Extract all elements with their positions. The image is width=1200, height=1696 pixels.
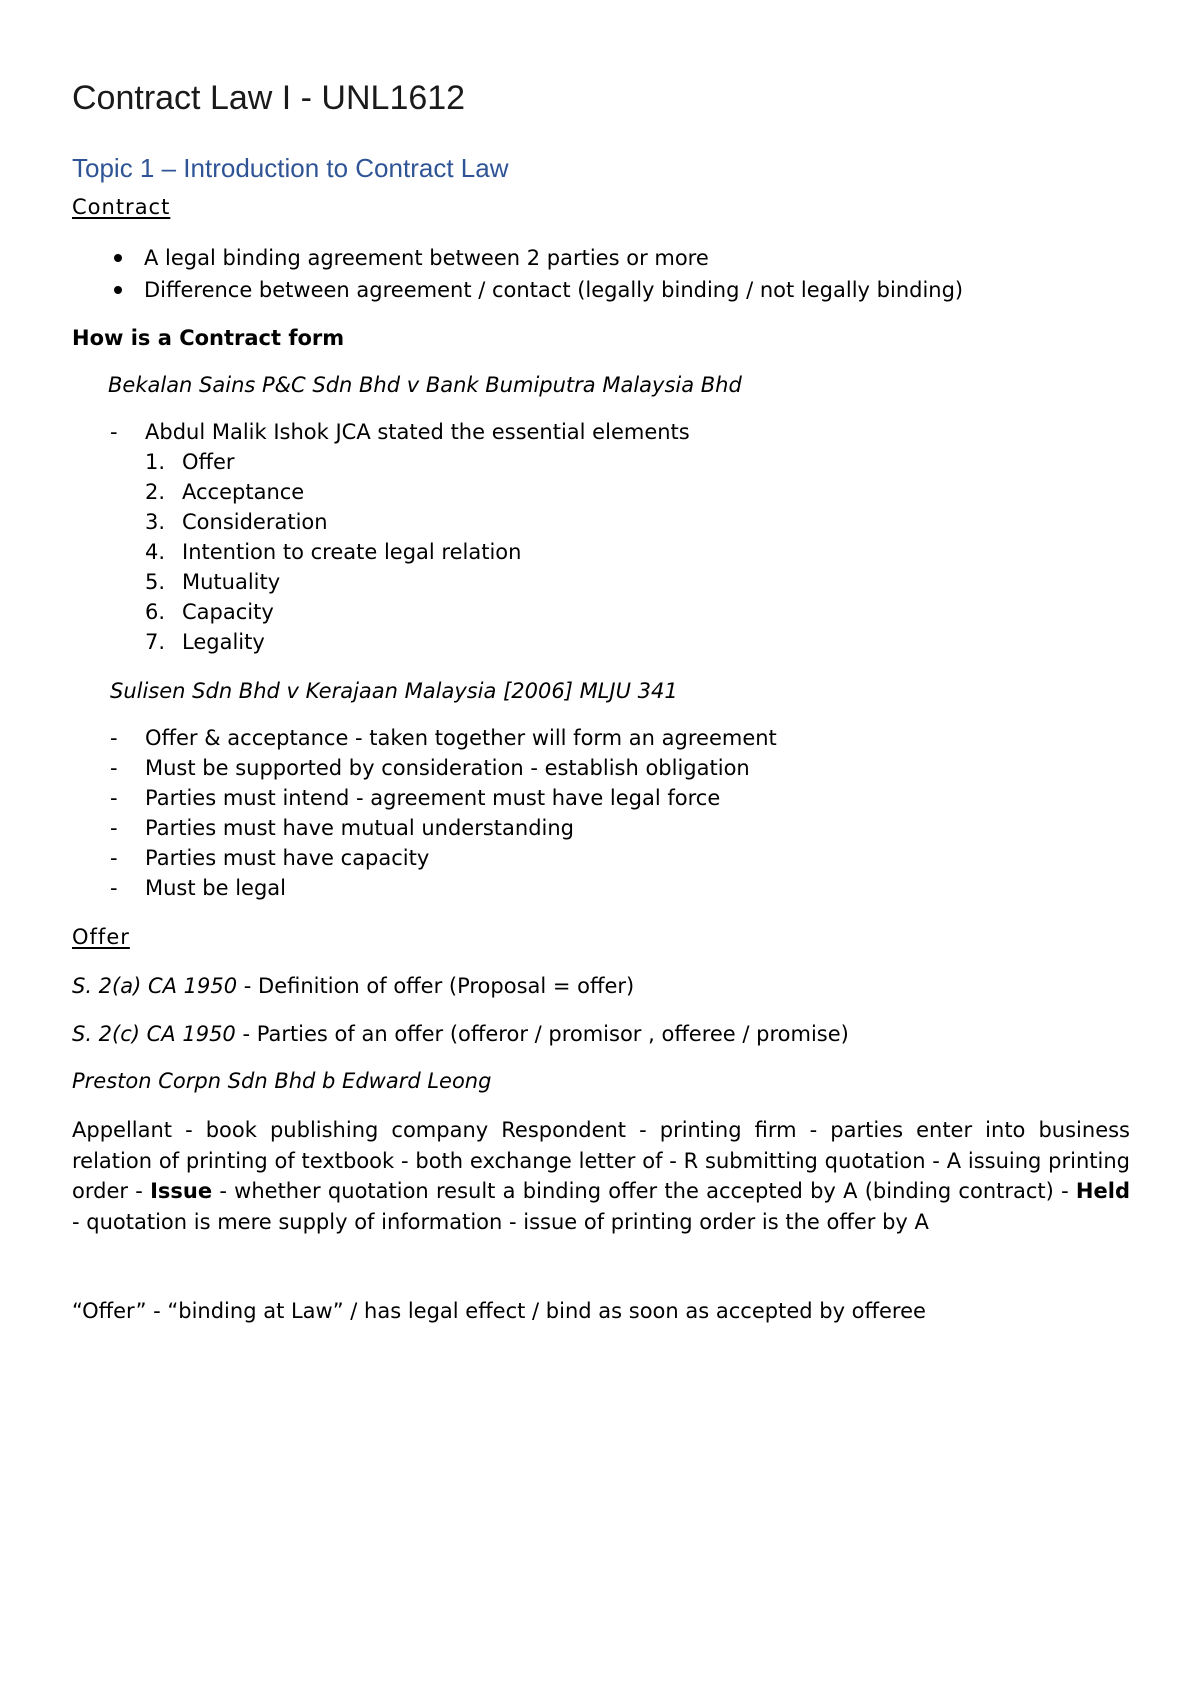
dash-marker: - <box>110 726 118 750</box>
contract-bullet-1: A legal binding agreement between 2 parties or more <box>144 246 709 270</box>
case1-point: Abdul Malik Ishok JCA stated the essential elements <box>145 420 690 444</box>
bullet-icon <box>114 254 122 262</box>
element-legality: Legality <box>182 630 265 654</box>
dash-marker: - <box>110 816 118 840</box>
list-number: 4. <box>145 540 166 564</box>
list-number: 6. <box>145 600 166 624</box>
dash-marker: - <box>110 786 118 810</box>
topic-heading: Topic 1 – Introduction to Contract Law <box>72 153 509 183</box>
s2a-reference: S. 2(a) CA 1950 <box>72 974 238 998</box>
element-consideration: Consideration <box>182 510 328 534</box>
dash-marker: - <box>110 420 118 444</box>
element-intention: Intention to create legal relation <box>182 540 522 564</box>
issue-label: Issue <box>150 1179 213 1203</box>
element-offer: Offer <box>182 450 235 474</box>
s2a-text: - Definition of offer (Proposal = offer) <box>237 974 635 998</box>
element-acceptance: Acceptance <box>182 480 305 504</box>
held-text: - quotation is mere supply of information - issue of printing order is the offer by A <box>72 1209 929 1234</box>
s2c-text: - Parties of an offer (offeror / promisor , offeree / promise) <box>235 1022 849 1046</box>
list-number: 1. <box>145 450 166 474</box>
dash-marker: - <box>110 756 118 780</box>
list-number: 7. <box>145 630 166 654</box>
s2c-line <box>72 1020 849 1048</box>
case-bekalan-sains: Bekalan Sains P&C Sdn Bhd v Bank Bumiputra Malaysia Bhd <box>108 373 742 397</box>
formation-heading: How is a Contract form <box>72 326 345 350</box>
case2-point-4: Parties must have mutual understanding <box>145 816 574 840</box>
case2-point-1: Offer & acceptance - taken together will form an agreement <box>145 726 777 750</box>
list-number: 5. <box>145 570 166 594</box>
contract-heading: Contract <box>72 195 171 219</box>
list-number: 3. <box>145 510 166 534</box>
list-number: 2. <box>145 480 166 504</box>
s2a-line <box>72 972 634 1000</box>
element-capacity: Capacity <box>182 600 274 624</box>
issue-text: - whether quotation result a binding offer the accepted by A (binding contract) - <box>212 1179 1076 1203</box>
case2-point-6: Must be legal <box>145 876 286 900</box>
offer-heading: Offer <box>72 925 130 949</box>
held-label: Held <box>1075 1179 1130 1203</box>
case2-point-2: Must be supported by consideration - establish obligation <box>145 756 750 780</box>
case2-point-3: Parties must intend - agreement must have legal force <box>145 786 721 810</box>
case-preston: Preston Corpn Sdn Bhd b Edward Leong <box>72 1069 492 1093</box>
document-title: Contract Law I - UNL1612 <box>72 79 466 117</box>
case2-point-5: Parties must have capacity <box>145 846 430 870</box>
s2c-reference: S. 2(c) CA 1950 <box>72 1022 236 1046</box>
offer-definition-line: “Offer” - “binding at Law” / has legal effect / bind as soon as accepted by offeree <box>72 1299 926 1323</box>
case-facts-text: Appellant - book publishing company Respondent - printing firm - parties enter into business relation of printing of textbook - both exchange letter of - R submitting quotation - A issuing printing order - <box>72 1118 1130 1203</box>
element-mutuality: Mutuality <box>182 570 281 594</box>
bullet-icon <box>114 286 122 294</box>
dash-marker: - <box>110 876 118 900</box>
case-facts-paragraph <box>72 1115 1130 1237</box>
dash-marker: - <box>110 846 118 870</box>
case-sulisen: Sulisen Sdn Bhd v Kerajaan Malaysia [2006] MLJU 341 <box>110 679 678 703</box>
contract-bullet-2: Difference between agreement / contact (legally binding / not legally binding) <box>144 278 964 302</box>
